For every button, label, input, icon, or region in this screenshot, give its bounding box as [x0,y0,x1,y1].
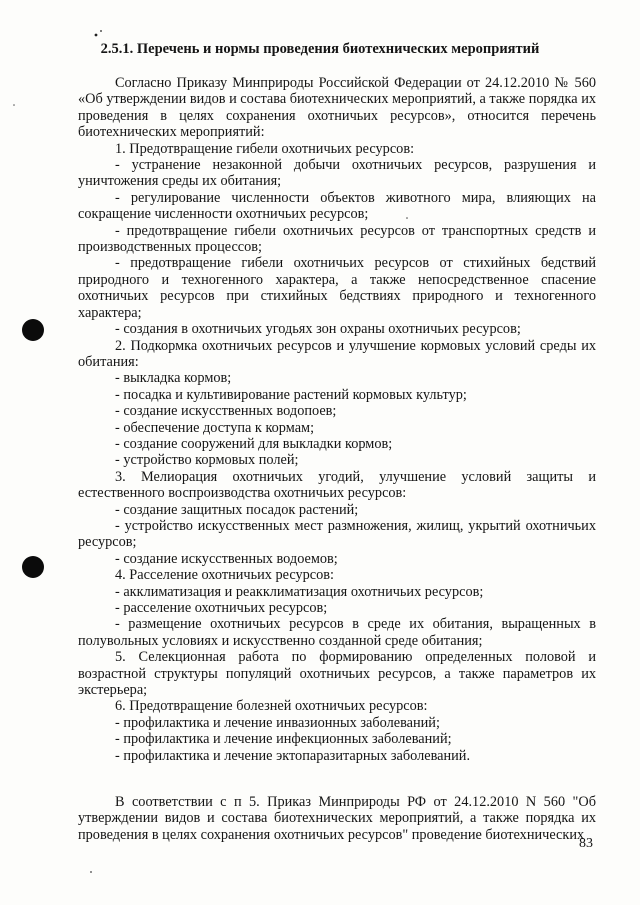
list-item: - предотвращение гибели охотничьих ресурсов от транспортных средств и производственных процессов; [78,222,596,256]
list-item: - создание защитных посадок растений; [115,501,359,518]
body-text [78,75,596,843]
punch-hole-top [22,319,44,341]
list-heading-6: 6. Предотвращение болезней охотничьих ресурсов: [115,698,428,715]
list-heading-1: 1. Предотвращение гибели охотничьих ресурсов: [115,140,415,157]
list-item: - устранение незаконной добычи охотничьих ресурсов, разрушения и уничтожения среды их обитания; [78,157,596,190]
list-item: - расселение охотничьих ресурсов; [115,600,328,616]
list-item: - создание искусственных водоемов; [115,550,338,567]
intro-paragraph: Согласно Приказу Минприроды Российской Федерации от 24.12.2010 № 560 «Об утверждении видов и состава биотехнических мероприятий, а также порядка их проведения в целях сохранения охотничьих ресурсов», относится перечень биотехнических мероприятий: [78,75,596,141]
list-item: - профилактика и лечение инфекционных заболеваний; [115,731,452,748]
list-item: - создание сооружений для выкладки кормов; [115,435,393,452]
list-heading-3: 3. Мелиорация охотничьих угодий, улучшение условий защиты и естественного воспроизводства охотничьих ресурсов: [78,468,596,502]
list-item: - размещение охотничьих ресурсов в среде их обитания, выращенных в полувольных условиях и искусственно созданной среде обитания; [78,616,596,649]
list-item: - посадка и культивирование растений кормовых культур; [115,386,467,403]
section-heading: 2.5.1. Перечень и нормы проведения биотехнических мероприятий [100,41,540,57]
list-item: - акклиматизация и реакклиматизация охотничьих ресурсов; [115,583,484,600]
list-item: - профилактика и лечение эктопаразитарных заболеваний. [115,747,471,764]
list-item: - создания в охотничьих угодьях зон охраны охотничьих ресурсов; [115,321,521,338]
list-heading-2: 2. Подкормка охотничьих ресурсов и улучшение кормовых условий среды их обитания: [78,337,596,370]
list-heading-5: 5. Селекционная работа по формированию определенных половой и возрастной структуры популяций охотничьих ресурсов, а также параметров их экстерьера; [78,649,596,699]
list-item: - устройство искусственных мест размножения, жилищ, укрытий охотничьих ресурсов; [78,517,596,551]
page-number: 83 [579,836,593,851]
list-item: - выкладка кормов; [115,370,232,387]
punch-hole-bottom [22,556,44,578]
closing-paragraph: В соответствии с п 5. Приказ Минприроды РФ от 24.12.2010 N 560 "Об утверждении видов и состава биотехнических мероприятий, а также порядка их проведения в целях сохранения охотничьих ресурсов" проведение биотехнических [78,794,596,843]
list-item: - профилактика и лечение инвазионных заболеваний; [115,714,440,731]
list-item: - обеспечение доступа к кормам; [115,419,315,436]
list-heading-4: 4. Расселение охотничьих ресурсов: [115,567,335,584]
list-item: - предотвращение гибели охотничьих ресурсов от стихийных бедствий природного и техногенного характера, а также непосредственное спасение охотничьих ресурсов при стихийных бедствиях природного и техногенного характера; [78,255,596,321]
list-item: - регулирование численности объектов животного мира, влияющих на сокращение численности охотничьих ресурсов; [78,189,596,223]
list-item: - устройство кормовых полей; [115,452,299,469]
list-item: - создание искусственных водопоев; [115,403,337,420]
